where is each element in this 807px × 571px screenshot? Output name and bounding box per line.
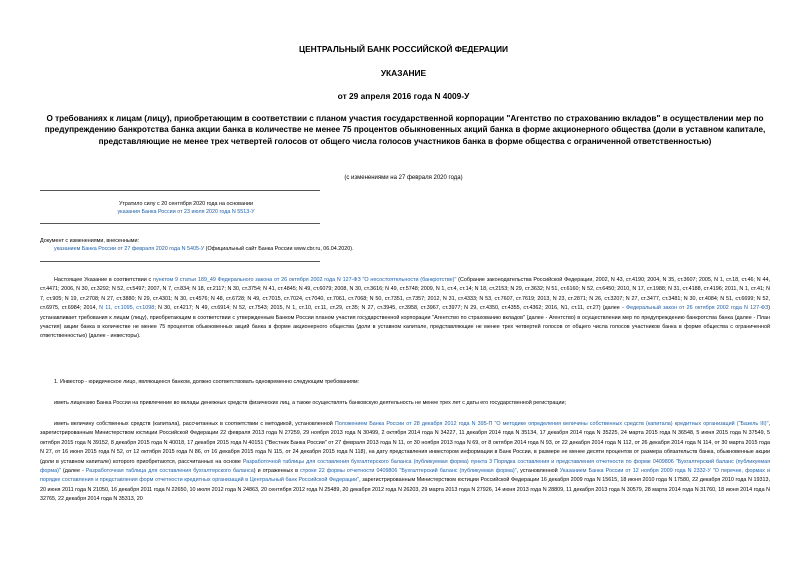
- amendment-link[interactable]: указанием Банка России от 27 февраля 2020 года N 5405-У: [54, 246, 205, 253]
- amendment-entry: [40, 245, 600, 253]
- expiry-text: Утратило силу с 20 сентября 2020 года на основании: [119, 201, 253, 207]
- req-text: , установленной: [516, 468, 560, 475]
- separator-line: [40, 190, 320, 191]
- intro-text: ; N 30, ст.4217; N 49, ст.6914; N 52, ст.7543; 2015, N 1, ст.10, ст.11, ст.29, ст.35; N 27, ст.3945, ст.3958, ст.3967, ст.3977; N 29, ст.4350, ст.4355, ст.4362; 2016, N1, ст.11, ст.27) (далее -: [154, 305, 626, 312]
- intro-text: (Собрание законодательства Российской Федерации, 2002, N 43, ст.4190; 2004, N 35, ст.3607; 2005, N 1, ст.18, ст.46; N 44, ст.4471; 2006, N 30, ст.3292; N 52, ст.5497; 2007, N 7, ст.834; N 18, ст.2117; N 30, ст.3754; N 41, ст.4845; N 49, ст.6079; 2008, N 30, ст.3616; N 49, ст.5748; 2009, N 1, ст.4, ст.14; N 18, ст.2153; N 29, ст.3632; N 51, ст.6160; N 52, ст.6450; 2010, N 17, ст.1988; N 31, ст.4188, ст.4196; 2011, N 1, ст.41; N 7, ст.905; N 19, ст.2708; N 27, ст.3880; N 29, ст.4301; N 30, ст.4576; N 48, ст.6728; N 49, ст.7015, ст.7024, ст.7040, ст.7061, ст.7068; N 50, ст.7351, ст.7357; 2012, N 31, ст.4333; N 53, ст.7607, ст.7619; 2013, N 23, ст.2871; N 26, ст.3207; N 27, ст.3477, ст.3481; N 30, ст.4084; N 51, ст.6699; N 52, ст.6975, ст.6984; 2014,: [40, 277, 770, 312]
- collection-link[interactable]: N 11, ст.1095, ст.1098: [99, 305, 155, 312]
- req-text: ) и отраженных в: [253, 468, 301, 475]
- amendment-source: (Официальный сайт Банка России www.cbr.ru, 06.04.2020).: [204, 246, 354, 253]
- document-date-number: от 29 апреля 2016 года N 4009-У: [337, 91, 470, 101]
- item-1: [40, 378, 770, 387]
- requirement-license-text: иметь лицензию Банка России на привлечение во вклады денежных средств физических лиц, а также осуществлять банковскую деятельность не менее трех лет с даты его государственной регистрации;: [54, 400, 567, 406]
- amendment-block: [40, 237, 600, 254]
- expiry-block: [56, 200, 316, 217]
- req-text: , зарегистрированным Министерством юстиции Российской Федерации 22 февраля 2013 года N 27259, 29 ноября 2013 года N 30499, 2 октября 2014 года N 34227, 11 декабря 2014 года N 35134, 17 декабря 2014 года N 35225, 24 марта 2015 года N 36548, 5 июня 2015 года N 37549, 5 октября 2015 года N 39152, 8 декабря 2015 года N 40018, 17 декабря 2015 года N 40151 ("Вестник Банка России" от 27 февраля 2013 года N 11, от 30 ноября 2013 года N 69, от 8 октября 2014 года N 93, от 22 декабря 2014 года N 112, от 26 декабря 2014 года N 114, от 30 марта 2015 года N 27, от 16 июня 2015 года N 52, от 12 октября 2015 года N 86, от 16 декабря 2015 года N 115, от 24 декабря 2015 года N 118), на дату представления инвестором информации в Банк России, в размере не менее десяти процентов от размера обязательств банка, обыкновенные акции (доли в уставном капитале) которого приобретаются, рассчитанных на основе: [40, 421, 770, 465]
- separator-line: [40, 223, 320, 224]
- amendment-label: Документ с изменениями, внесенными:: [40, 238, 139, 244]
- req-text: , зарегистрированным Министерством юстиции Российской Федерации 16 декабря 2009 года N 15615, 18 июня 2010 года N 17580, 22 декабря 2010 года N 19313, 20 июня 2011 года N 21050, 16 декабря 2011 года N 22650, 10 июля 2012 года N 24863, 20 сентября 2012 года N 25489, 20 декабря 2012 года N 26203, 29 марта 2013 года N 27926, 14 июня 2013 года N 28809, 11 декабря 2013 года N 30579, 28 марта 2014 года N 31760, 18 июня 2014 года N 32765, 22 декабря 2014 года N 35313, 20: [40, 477, 770, 503]
- requirement-capital: [40, 420, 770, 505]
- intro-paragraph: [40, 276, 770, 342]
- intro-text: ) устанавливает требования к лицам (лицу), приобретающим в соответствии с утвержденным Банком России планом участия государственной корпорации "Агентство по страхованию вкладов" (далее - Агентство) в осуществлении мер по предупреждению банкротства банка (далее - План участия) акции банка в количестве не менее 75 процентов обыкновенных акций банка в форме акционерного общества (доли в уставном капитале, представляющие не менее трех четвертей голосов от общего числа голосов участников банка в форме общества с ограниченной ответственностью) (далее - инвесторы).: [40, 305, 771, 340]
- item-1-text: 1. Инвестор - юридическое лицо, являющееся банком, должно соответствовать одновременно следующим требованиям:: [54, 379, 360, 385]
- changes-note: (с изменениями на 27 февраля 2020 года): [344, 175, 463, 181]
- instruction-2332u-link[interactable]: Указанием Банка России от 12 ноября 2009 года N 2332-У "О перечне, формах и порядке составления и представления форм отчетности кредитных организаций в Центральный банк Российской Федерации": [40, 468, 770, 484]
- requirement-license: [40, 399, 770, 408]
- separator-line: [40, 261, 320, 262]
- intro-text: Настоящее Указание в соответствии с: [54, 277, 154, 283]
- document-title: О требованиях к лицам (лицу), приобретающим в соответствии с планом участия государственной корпорации "Агентство по страхованию вкладов" в осуществлении мер по предупреждению банкротства банка акции банка в количестве не менее 75 процентов обыкновенных акций банка в форме акционерного общества (доли в уставном капитале, представляющие не менее трех четвертей голосов от общего числа голосов участников банка в форме общества с ограниченной ответственностью): [44, 114, 766, 146]
- req-text: иметь величину собственных средств (капитала), рассчитанных в соответствии с методикой, установленной: [54, 421, 335, 427]
- req-text: (далее -: [60, 468, 86, 475]
- balance-table-short-link[interactable]: Разработочная таблица для составления бухгалтерского баланса: [85, 468, 254, 475]
- document-type: УКАЗАНИЕ: [380, 68, 427, 78]
- regulation-395p-link[interactable]: Положением Банка России от 28 декабря 2012 года N 395-П "О методике определения величины собственных средств (капитала) кредитных организаций ("Базель III)": [334, 421, 769, 427]
- balance-table-link[interactable]: Разработочной таблицы для составления бухгалтерского баланса (публикуемая форма) пункта 3 Порядка составления и представления отчетности по форме 0409806 "Бухгалтерский баланс (публикуемая форма)": [40, 458, 770, 475]
- form-0409806-link[interactable]: строке 22 формы отчетности 0409806 "Бухгалтерский баланс (публикуемая форма)": [300, 468, 517, 475]
- federal-law-link[interactable]: Федеральный закон от 26 октября 2002 года N 127-ФЗ: [625, 305, 769, 312]
- bank-name: ЦЕНТРАЛЬНЫЙ БАНК РОССИЙСКОЙ ФЕДЕРАЦИИ: [298, 44, 509, 54]
- expiry-link[interactable]: указания Банка России от 23 июля 2020 года N 5513-У: [117, 209, 255, 216]
- law-link[interactable]: пунктом 9 статьи 189_49 Федерального закона от 26 октября 2002 года N 127-ФЗ "О несостоятельности (банкротстве)": [153, 277, 457, 283]
